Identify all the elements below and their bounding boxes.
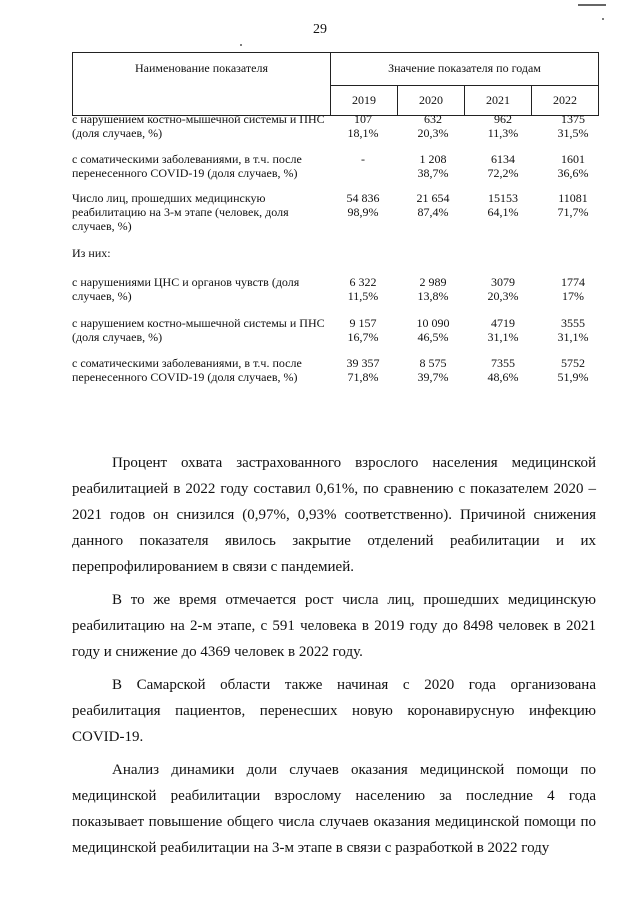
cell-2019: 54 836 98,9% xyxy=(346,191,380,219)
row-label: с нарушением костно-мышечной системы и ПНС (доля случаев, %) xyxy=(72,112,325,140)
cell-2021: 3079 20,3% xyxy=(487,275,519,303)
row-label: с нарушениями ЦНС и органов чувств (доля случаев, %) xyxy=(72,275,300,303)
scan-speck xyxy=(240,44,242,46)
paragraph: Анализ динамики доли случаев оказания медицинской помощи по медицинской реабилитации взрослому населению за последние 4 года показывает повышение общего числа случаев оказания медицинской помощи по медицинской реабилитации на 3-м этапе в связи с разработкой в 2022 году xyxy=(72,762,596,856)
cell-2021: 7355 48,6% xyxy=(487,356,519,384)
cell-2020: 2 989 13,8% xyxy=(417,275,449,303)
cell-2020: 1 208 38,7% xyxy=(417,152,449,180)
cell-2020: 10 090 46,5% xyxy=(416,316,450,344)
table-row xyxy=(72,246,608,260)
table-header xyxy=(72,52,599,116)
cell-2022: 5752 51,9% xyxy=(557,356,589,384)
cell-2022: 1375 31,5% xyxy=(557,112,589,140)
paragraph: Процент охвата застрахованного взрослого населения медицинской реабилитацией в 2022 году составил 0,61%, по сравнению с показателем 2020 – 2021 годов он снизился (0,97%, 0,93% соответственно). Причиной снижения данного показателя явилось закрытие отделений реабилитации и их перепрофилированием в связи с пандемией. xyxy=(72,455,596,575)
cell-2021: 962 11,3% xyxy=(487,112,519,140)
cell-2022 xyxy=(538,246,608,260)
cell-2022: 3555 31,1% xyxy=(557,316,589,344)
cell-2019: 39 357 71,8% xyxy=(346,356,380,384)
cell-2019: 9 157 16,7% xyxy=(347,316,379,344)
row-label: с соматическими заболеваниями, в т.ч. после перенесенного COVID-19 (доля случаев, %) xyxy=(72,356,302,384)
cell-2022: 1601 36,6% xyxy=(557,152,589,180)
cell-2021: 6134 72,2% xyxy=(487,152,519,180)
cell-2019: 107 18,1% xyxy=(347,112,379,140)
row-label: Число лиц, прошедших медицинскую реабилитацию на 3-м этапе (человек, доля случаев, %) xyxy=(72,191,289,233)
year-header: 2022 xyxy=(532,85,599,115)
table-row xyxy=(72,356,608,384)
scan-speck xyxy=(602,18,604,20)
cell-2019: - xyxy=(361,152,365,166)
cell-2019: 6 322 11,5% xyxy=(347,275,379,303)
cell-2020: 21 654 87,4% xyxy=(416,191,450,219)
table-body xyxy=(72,112,608,384)
cell-2020 xyxy=(398,246,468,260)
table-row xyxy=(72,152,608,180)
year-header: 2021 xyxy=(465,85,532,115)
year-header: 2020 xyxy=(398,85,465,115)
cell-2021: 15153 64,1% xyxy=(487,191,519,219)
table-row xyxy=(72,112,608,140)
scan-mark xyxy=(578,4,606,6)
values-by-year-header: Значение показателя по годам xyxy=(331,53,599,86)
row-label: Из них: xyxy=(72,246,111,260)
cell-2020: 8 575 39,7% xyxy=(417,356,449,384)
row-label: с соматическими заболеваниями, в т.ч. после перенесенного COVID-19 (доля случаев, %) xyxy=(72,152,302,180)
cell-2021 xyxy=(468,246,538,260)
cell-2022: 1774 17% xyxy=(561,275,585,303)
table-row xyxy=(72,275,608,303)
cell-2019 xyxy=(328,246,398,260)
paragraph: В Самарской области также начиная с 2020 года организована реабилитация пациентов, перенесших новую коронавирусную инфекцию COVID-19. xyxy=(72,677,596,745)
row-label: с нарушением костно-мышечной системы и ПНС (доля случаев, %) xyxy=(72,316,325,344)
body-text xyxy=(72,450,596,868)
table-row xyxy=(72,316,608,344)
table-row xyxy=(72,191,608,233)
year-header: 2019 xyxy=(331,85,398,115)
page-number: 29 xyxy=(313,22,327,37)
cell-2021: 4719 31,1% xyxy=(487,316,519,344)
cell-2020: 632 20,3% xyxy=(417,112,449,140)
cell-2022: 11081 71,7% xyxy=(557,191,589,219)
paragraph: В то же время отмечается рост числа лиц, прошедших медицинскую реабилитацию на 2-м этапе, с 591 человека в 2019 году до 8498 человек в 2021 году и снижение до 4369 человек в 2022 году. xyxy=(72,592,596,660)
indicator-name-header: Наименование показателя xyxy=(73,53,331,116)
